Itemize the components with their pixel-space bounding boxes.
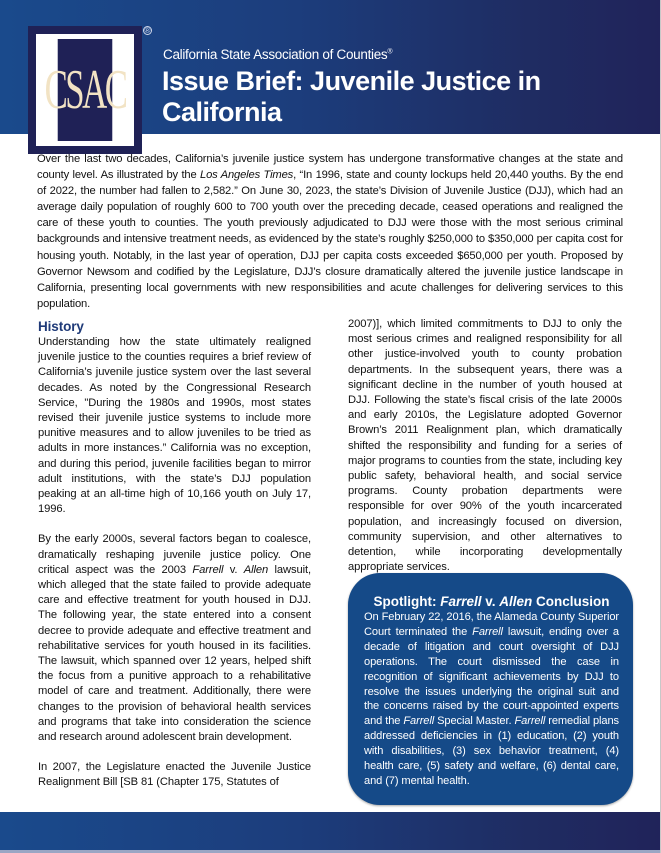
spotlight-text-a: On February 22, 2016, the Alameda County Superior Court terminated the <box>364 611 619 638</box>
section-heading-history: History <box>38 319 84 334</box>
footer-banner <box>0 812 661 850</box>
p2-case-name-1: Farrell <box>192 563 224 576</box>
intro-paragraph <box>37 151 623 312</box>
spotlight-case-3: Farrell <box>514 715 546 728</box>
logo-frame <box>36 34 134 146</box>
history-paragraph-3: In 2007, the Legislature enacted the Juvenile Justice Realignment Bill [SB 81 (Chapter 175, Statutes of <box>38 761 311 789</box>
spotlight-case-2: Farrell <box>403 715 435 728</box>
header-banner <box>0 0 661 134</box>
intro-publication-name: Los Angeles Times <box>200 169 294 182</box>
spotlight-body <box>364 610 619 789</box>
page-title: Issue Brief: Juvenile Justice in California <box>162 66 541 127</box>
spotlight-case-1: Farrell <box>472 625 503 638</box>
organization-name <box>163 47 392 62</box>
history-paragraph-1: Understanding how the state ultimately realigned juvenile justice to the counties requires a brief review of California’s juvenile justice system over the last several decades. As noted by the Congressional Research Service, "During the 1980s and 1990s, most states revised their juvenile justice systems to include more punitive measures and to allow juveniles to be tried as adults in more instances.” California was no exception, and during this period, juvenile facilities began to mirror adult institutions, with the state’s DJJ population peaking at an all-time high of 10,166 youth on July 17, 1996. <box>38 336 311 516</box>
logo-letters: CSAC <box>58 39 113 141</box>
p2-case-name-2: Allen <box>243 563 269 576</box>
left-column <box>38 318 311 791</box>
p2-text-c: lawsuit, which alleged that the state failed to provide adequate care and effective treatment for youth housed in DJJ. The following year, the state entered into a consent decree to provide adequate and effective treatment and rehabilitative services for youth housed in its facilities. The lawsuit, which spanned over 12 years, helped shift the focus from a punitive approach to a rehabilitative model of care and treatment. Additionally, there were changes to the provision of behavioral health services and programs that take into consideration the science and research around adolescent brain development. <box>38 563 312 744</box>
spotlight-title-suffix: Conclusion <box>532 594 610 609</box>
right-column <box>348 317 622 575</box>
intro-text-2: , “In 1996, state and county lockups held 20,440 youths. By the end of 2022, the number had fallen to 2,582.” On June 30, 2023, the state’s Division of Juvenile Justice (DJJ), which had an average daily population of roughly 600 to 700 youth over the preceding decade, ceased operations and realigned the care of these youth to counties. The youth previously adjudicated to DJJ were those with the most serious criminal backgrounds and intensive treatment needs, as evidenced by the state’s roughly $250,000 to $350,000 per capita cost for housing youth. Notably, in the last year of operation, DJJ per capita costs exceeded $650,000 per youth. Proposed by Governor Newsom and codified by the Legislature, DJJ’s closure dramatically altered the juvenile justice landscape in California, presenting local governments with new responsibilities and acute challenges for delivering services to this population. <box>37 169 624 310</box>
spotlight-title-mid: v. <box>481 594 500 609</box>
intro-text-1: Over the last two decades, California’s juvenile justice system has undergone transformative changes at the state and county level. As illustrated by the <box>37 153 623 182</box>
spotlight-box <box>348 573 633 805</box>
spotlight-title-prefix: Spotlight: <box>373 594 441 609</box>
spotlight-title-case-1: Farrell <box>440 594 482 609</box>
spotlight-text-b: lawsuit, ending over a decade of litigation and court oversight of DJJ operations. The court dismissed the case in recognition of significant achievements by DJJ to resolve the issues underlying the original suit and the concerns raised by the court-appointed experts and the <box>364 625 619 728</box>
history-paragraph-3-continued: 2007)], which limited commitments to DJJ to only the most serious crimes and realigned responsibility for all other justice-involved youth to county probation departments. In the subsequent years, there was a significant decline in the number of youth housed at DJJ. Following the state’s fiscal crisis of the late 2000s and early 2010s, the Legislature adopted Governor Brown’s 2011 Realignment plan, which dramatically shifted the responsibility and funding for a series of major programs to counties from the state, including key public safety, behavioral health, and social service programs. County probation departments were responsible for over 90% of the youth incarcerated population, and increasingly focused on diversion, community supervision, and other alternatives to detention, while incorporating developmentally appropriate services. <box>348 318 622 574</box>
p2-text-a: By the early 2000s, several factors began to coalesce, dramatically reshaping juvenile justice policy. One critical aspect was the 2003 <box>38 533 311 576</box>
spotlight-text-c: Special Master. <box>434 715 515 728</box>
spotlight-title-case-2: Allen <box>499 594 533 609</box>
history-paragraph-2 <box>38 532 311 745</box>
organization-name-text: California State Association of Counties <box>163 47 388 62</box>
spotlight-text-d: remedial plans addressed deficiencies in (1) education, (2) youth with disabilities, (3) sex behavior treatment, (4) health care, (5) safety and welfare, (6) dental care, and (7) mental health. <box>364 715 620 787</box>
spotlight-title <box>364 593 619 610</box>
p2-text-b: v. <box>223 563 244 576</box>
organization-registered-mark: ® <box>387 48 393 56</box>
csac-logo <box>28 26 142 154</box>
registered-mark-icon: ® <box>144 25 151 35</box>
